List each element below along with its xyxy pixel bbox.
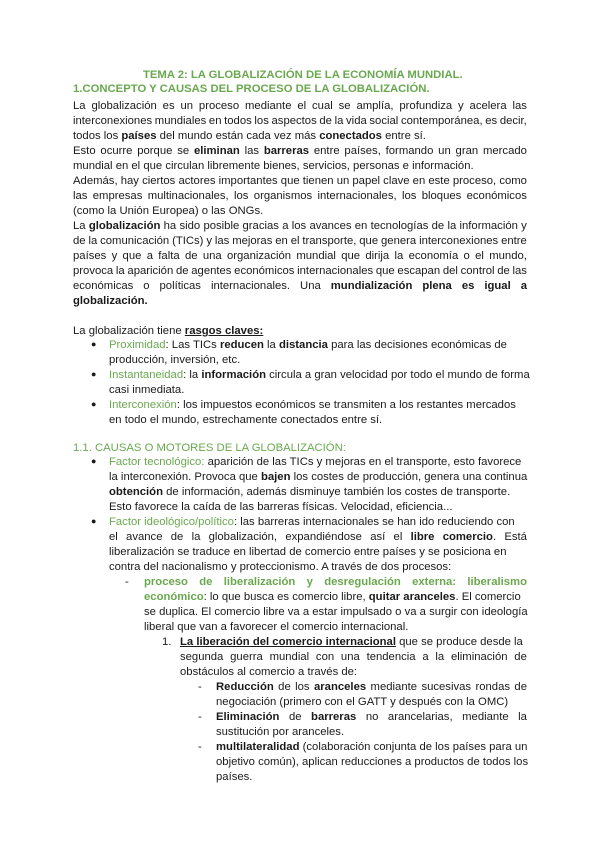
rasgo-label: Proximidad (109, 339, 166, 351)
paragraph-line: económicas o políticas internacionales. Una mundialización plena es igual a (73, 280, 527, 292)
list-item: Interconexión: los impuestos económicos se transmiten a los restantes mercados (109, 399, 516, 411)
proceso-line: se duplica. El comercio libre va a estar impulsado o va a surgir con ideología (144, 606, 528, 618)
dash-marker: - (125, 576, 129, 588)
proceso-heading: proceso de liberalización y desregulación externa: liberalismo (144, 576, 527, 588)
paragraph-line: (como la Unión Europea) o las ONGs. (73, 205, 264, 217)
factor-label: Factor ideológico/político (109, 516, 234, 528)
factor-label: Factor tecnológico: (109, 456, 205, 468)
subitem-line: países. (216, 771, 253, 783)
bullet-icon: ● (91, 339, 97, 349)
paragraph-line: mundial en el que circulan libremente bienes, servicios, personas e información. (73, 160, 474, 172)
section-heading-1-1: 1.1. CAUSAS O MOTORES DE LA GLOBALIZACIÓN: (73, 442, 346, 454)
paragraph-line: provoca la aparición de agentes económicos internacionales que escapan del control de las (73, 265, 527, 277)
list-item: Factor tecnológico: aparición de las TICs y mejoras en el transporte, esto favorece (109, 456, 522, 468)
subitem-line: sustitución por aranceles. (216, 726, 345, 738)
list-item-line: en todo el mundo, estrechamente conectados entre sí. (109, 414, 383, 426)
list-item: Proximidad: Las TICs reducen la distancia para las decisiones económicas de (109, 339, 507, 351)
paragraph-line: Además, hay ciertos actores importantes que tienen un papel clave en este proceso, como (73, 175, 527, 187)
list-item: Factor ideológico/político: las barreras internacionales se han ido reduciendo con (109, 516, 515, 528)
section-heading-1: 1.CONCEPTO Y CAUSAS DEL PROCESO DE LA GLOBALIZACIÓN. (73, 83, 430, 95)
subitem-line: objetivo común), aplican reducciones a productos de todos los (216, 756, 529, 768)
bullet-icon: ● (91, 369, 97, 379)
bullet-icon: ● (91, 516, 97, 526)
proceso-line: económico: lo que busca es comercio libre, quitar aranceles. El comercio (144, 591, 521, 603)
list-item-line: el avance de la globalización, expandiéndose así el libre comercio. Está (109, 531, 527, 543)
dash-marker: - (198, 711, 202, 723)
subitem-line: Eliminación de barreras no arancelarias, mediante la (216, 711, 527, 723)
dash-marker: - (198, 741, 202, 753)
list-item: Instantaneidad: la información circula a gran velocidad por todo el mundo de forma (109, 369, 530, 381)
dash-marker: - (198, 681, 202, 693)
bullet-icon: ● (91, 456, 97, 466)
rasgo-label: Interconexión (109, 399, 177, 411)
numbered-line: obstáculos al comercio a través de: (180, 666, 358, 678)
list-item-line: casi inmediata. (109, 384, 185, 396)
list-item-line: la interconexión. Provoca que bajen los costes de producción, genera una continua (109, 471, 528, 483)
numbered-marker: 1. (162, 636, 172, 648)
paragraph-line: todos los países del mundo están cada vez más conectados entre sí. (73, 130, 426, 142)
bullet-icon: ● (91, 399, 97, 409)
list-item-line: obtención de información, además disminuye también los costes de transporte. (109, 486, 511, 498)
rasgos-intro: La globalización tiene rasgos claves: (73, 325, 264, 337)
paragraph-line: globalización. (73, 295, 148, 307)
list-item-line: liberalización se traduce en libertad de comercio entre países y se posiciona en (109, 546, 507, 558)
subitem-line: Reducción de los aranceles mediante sucesivas rondas de (216, 681, 527, 693)
paragraph-line: La globalización es un proceso mediante el cual se amplía, profundiza y acelera las (73, 100, 527, 112)
numbered-line: segunda guerra mundial con una tendencia a la eliminación de (180, 651, 527, 663)
paragraph-line: de la comunicación (TICs) y las mejoras en el transporte, que genera interconexiones entre (73, 235, 527, 247)
paragraph-line: interconexiones mundiales en todos los aspectos de la vida social contemporánea, es decir, (73, 115, 527, 127)
document-title: TEMA 2: LA GLOBALIZACIÓN DE LA ECONOMÍA MUNDIAL. (143, 69, 463, 81)
list-item-line: producción, inversión, etc. (109, 354, 241, 366)
list-item-line: Esto favorece la caída de las barreras físicas. Velocidad, eficiencia... (109, 501, 453, 513)
rasgo-label: Instantaneidad (109, 369, 184, 381)
paragraph-line: países y que a falta de una organización mundial que dirija la economía o el mundo, (73, 250, 527, 262)
subitem-line: negociación (primero con el GATT y después con la OMC) (216, 696, 509, 708)
rasgos-claves-label: rasgos claves: (184, 325, 264, 337)
proceso-line: liberal que van a favorecer el comercio internacional. (144, 621, 409, 633)
numbered-item: La liberación del comercio internacional que se produce desde la (180, 636, 523, 648)
list-item-line: contra del nacionalismo y proteccionismo. A través de dos procesos: (109, 561, 452, 573)
paragraph-line: las empresas multinacionales, los organismos internacionales, los bloques económicos (73, 190, 527, 202)
paragraph-line: Esto ocurre porque se eliminan las barreras entre países, formando un gran mercado (73, 145, 527, 157)
subitem-line: multilateralidad (colaboración conjunta de los países para un (216, 741, 528, 753)
paragraph-line: La globalización ha sido posible gracias a los avances en tecnologías de la información y (73, 220, 527, 232)
numbered-heading: La liberación del comercio internacional (180, 636, 396, 648)
